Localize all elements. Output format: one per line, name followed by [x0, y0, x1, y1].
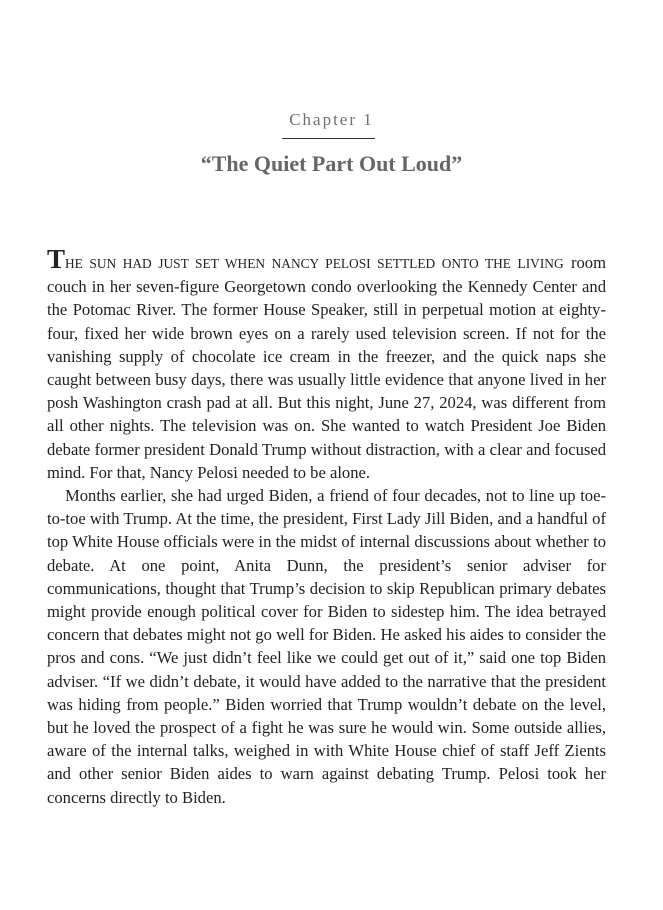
- chapter-divider-rule: [282, 138, 375, 139]
- chapter-number: Chapter 1: [289, 110, 374, 129]
- opening-paragraph: [47, 244, 607, 484]
- chapter-body: [47, 244, 607, 809]
- small-caps-opening: HE SUN HAD JUST SET WHEN NANCY PELOSI SETTLED ONTO THE LIVING: [65, 256, 564, 271]
- opening-paragraph-text: room couch in her seven-figure Georgetown condo overlooking the Kennedy Center and the Potomac River. The former House Speaker, still in perpetual motion at eighty-four, fixed her wide brown eyes on a rarely used television screen. If not for the vanishing supply of chocolate ice cream in the freezer, and the quick naps she caught between busy days, there was usually little evidence that anyone lived in her posh Washington crash pad at all. But this night, June 27, 2024, was different from all other nights. The television was on. She wanted to watch President Joe Biden debate former president Donald Trump without distraction, with a clear and focused mind. For that, Nancy Pelosi needed to be alone.: [47, 253, 607, 482]
- drop-cap: T: [47, 244, 66, 274]
- second-paragraph: Months earlier, she had urged Biden, a friend of four decades, not to line up toe-to-toe with Trump. At the time, the president, First Lady Jill Biden, and a handful of top White House officials were in the midst of internal discussions about whether to debate. At one point, Anita Dunn, the president’s senior adviser for communications, thought that Trump’s decision to skip Republican primary debates might provide enough political cover for Biden to sidestep him. The idea betrayed concern that debates might not go well for Biden. He asked his aides to consider the pros and cons. “We just didn’t feel like we could get out of it,” said one top Biden adviser. “If we didn’t debate, it would have added to the narrative that the president was hiding from people.” Biden worried that Trump wouldn’t debate on the level, but he loved the prospect of a fight he was sure he would win. Some outside allies, aware of the internal talks, weighed in with White House chief of staff Jeff Zients and other senior Biden aides to warn against debating Trump. Pelosi took her concerns directly to Biden.: [47, 486, 606, 807]
- chapter-title: “The Quiet Part Out Loud”: [200, 151, 463, 176]
